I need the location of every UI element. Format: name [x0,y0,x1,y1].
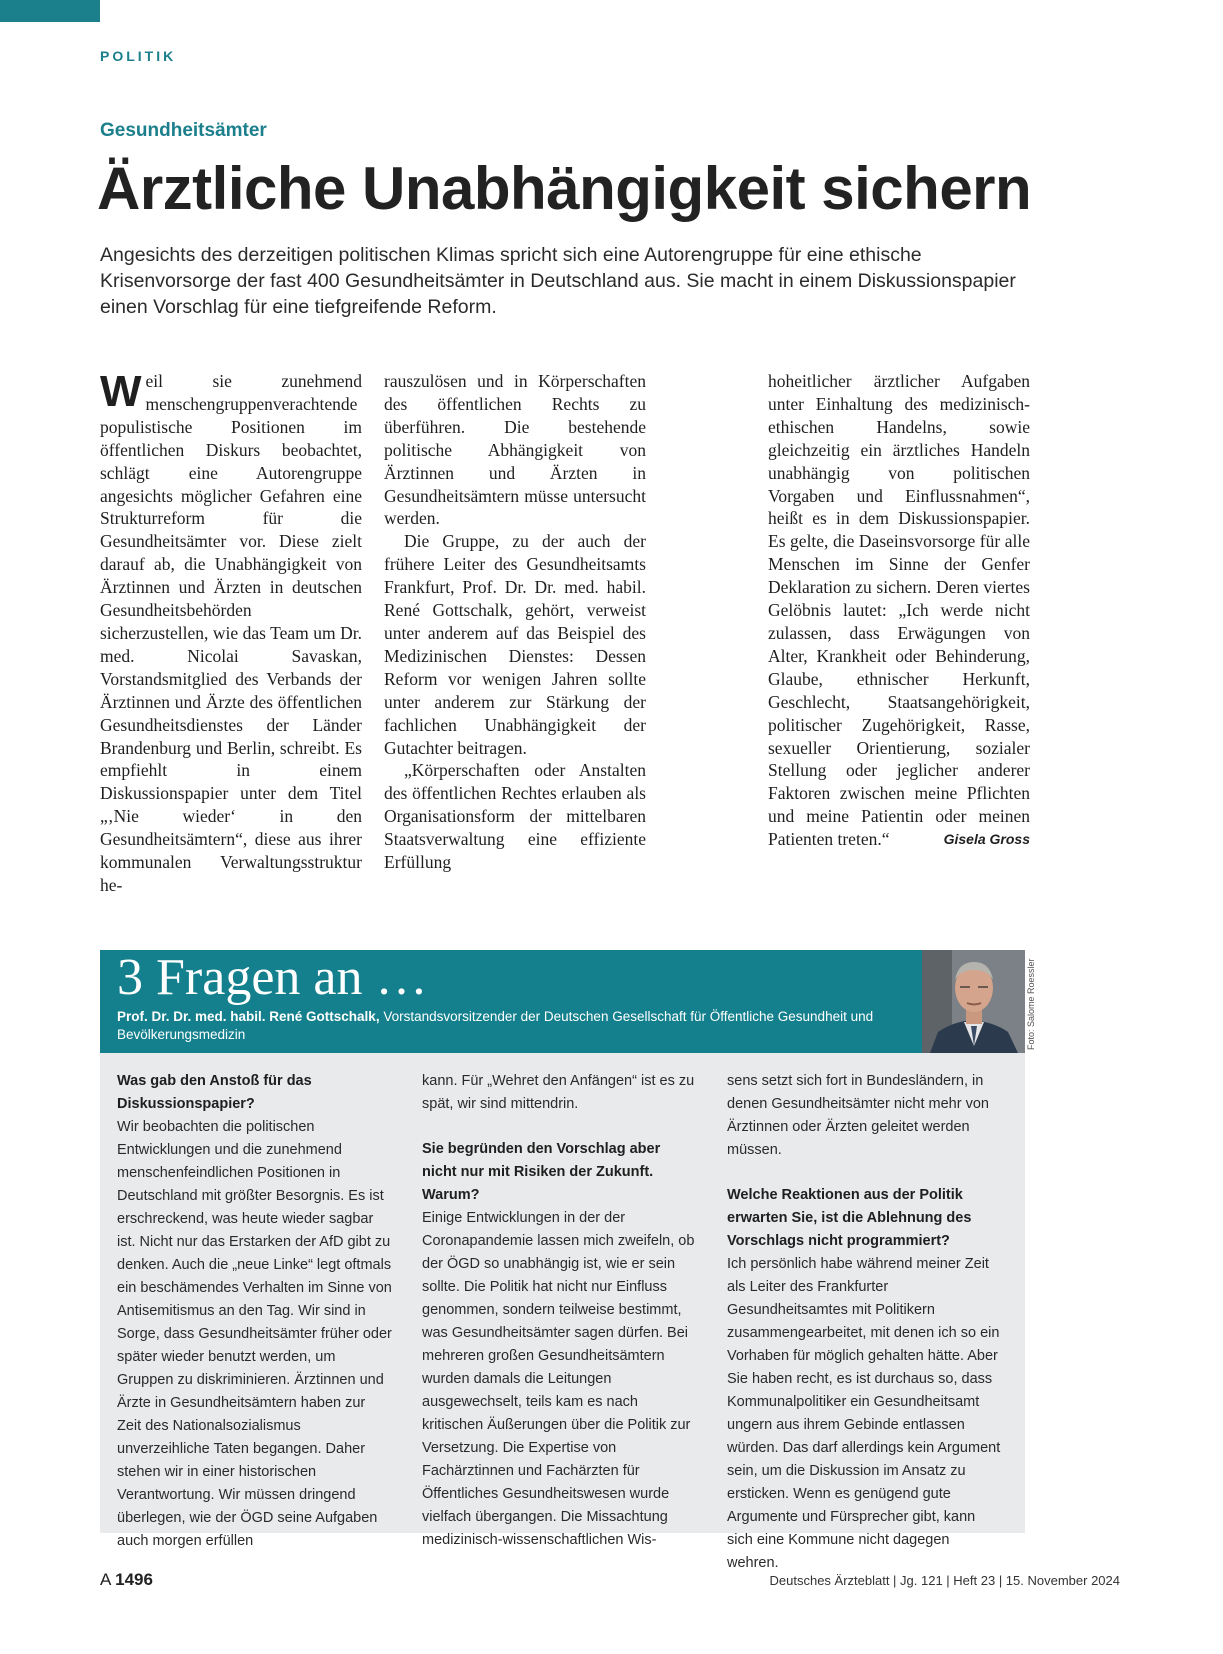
drop-cap: W [100,367,142,416]
interview-header [100,950,922,1053]
interview-answer: kann. Für „Wehret den Anfängen“ ist es zu spät, wir sind mittendrin. [422,1073,695,1112]
interview-question: Was gab den Anstoß für das Diskussionspapier? [117,1073,312,1112]
section-color-bar [0,0,100,22]
article-paragraph: „Körperschaften oder Anstalten des öffentlichen Rechtes erlauben als Organisationsform der mittelbaren Staatsverwaltung eine effiziente Erfüllung [384,760,646,873]
article-kicker: Gesundheitsämter [100,120,267,141]
article-column-3 [768,370,1030,851]
article-paragraph: Weil sie zunehmend menschengruppenverachtende populistische Positionen im öffentlichen Diskurs beobachtet, schlägt eine Autorengruppe angesichts möglicher Gefahren eine Strukturreform für die Gesundheitsämter vor. Diese zielt darauf ab, die Unabhängigkeit von Ärztinnen und Ärzten in deutschen Gesundheitsbehörden sicherzustellen, wie das Team um Dr. med. Nicolai Savaskan, Vorstandsmitglied des Verbands der Ärztinnen und Ärzte des öffentlichen Gesundheitsdienstes der Länder Brandenburg und Berlin, schreibt. Es empfiehlt in einem Diskussionspapier unter dem Titel „‚Nie wieder‘ in den Gesundheitsämtern“, diese aus ihrer kommunalen Verwaltungsstruktur he- [100,367,362,895]
interview-column-1 [117,1070,392,1553]
interviewee-info [117,1008,907,1044]
interviewee-role: Vorstandsvorsitzender der Deutschen Gesellschaft für Öffentliche Gesundheit und Bevölkerungsmedizin [117,1009,874,1042]
page-number: A 1496 [100,1570,153,1589]
article-paragraph: rauszulösen und in Körperschaften des öffentlichen Rechts zu überführen. Die bestehende politische Abhängigkeit von Ärztinnen und Ärzten in Gesundheitsämtern müsse untersucht werden. [384,371,646,529]
article-author: Gisela Gross [943,831,1030,848]
interviewee-portrait [922,950,1025,1053]
interview-answer: sens setzt sich fort in Bundesländern, in denen Gesundheitsämter nicht mehr von Ärztinnen oder Ärzten geleitet werden müssen. [727,1073,989,1158]
article-paragraph: hoheitlicher ärztlicher Aufgaben unter Einhaltung des medizinisch-ethischen Handelns, sowie gleichzeitig ein ärztliches Handeln unabhängig von politischen Vorgaben und Einflussnahmen“, heißt es in dem Diskussionspapier. Es gelte, die Daseinsvorsorge für alle Menschen im Sinne der Genfer Deklaration zu sichern. Deren viertes Gelöbnis lautet: „Ich werde nicht zulassen, dass Erwägungen von Alter, Krankheit oder Behinderung, Glaube, ethnischer Herkunft, Geschlecht, Staatsangehörigkeit, politischer Zugehörigkeit, Rasse, sexueller Orientierung, sozialer Stellung oder jeglicher anderer Faktoren zwischen meine Pflichten und meine Patientin oder meinen Patienten treten.“ Gisela Gross [768,371,1030,850]
article-lead: Angesichts des derzeitigen politischen Klimas spricht sich eine Autorengruppe für eine ethische Krisenvorsorge der fast 400 Gesundheitsämter in Deutschland aus. Sie macht in einem Diskussionspapier einen Vorschlag für eine tiefgreifende Reform. [100,244,1016,318]
article-title: Ärztliche Unabhängigkeit sichern [97,155,1032,222]
publication-info: Deutsches Ärzteblatt | Jg. 121 | Heft 23 | 15. November 2024 [769,1573,1120,1588]
interview-box [100,949,1025,1571]
interview-answer: Wir beobachten die politischen Entwicklungen und die zunehmend menschenfeindlichen Positionen in Deutschland mit größter Besorgnis. Es ist erschreckend, was heute wieder sagbar ist. Nicht nur das Erstarken der AfD gibt zu denken. Auch die „neue Linke“ legt oftmals ein beschämendes Verhalten im Sinne von Antisemitismus an den Tag. Wir sind in Sorge, dass Gesundheitsämter früher oder später wieder benutzt werden, um Gruppen zu diskriminieren. Ärztinnen und Ärzte in Gesundheitsämtern haben zur Zeit des Nationalsozialismus unverzeihliche Taten begangen. Daher stehen wir in einer historischen Verantwortung. Wir müssen dringend überlegen, wie der ÖGD seine Aufgaben auch morgen erfüllen [117,1119,392,1549]
article-paragraph: Die Gruppe, zu der auch der frühere Leiter des Gesundheitsamts Frankfurt, Prof. Dr. Dr. med. habil. René Gottschalk, gehört, verweist unter anderem auf das Beispiel des Medizinischen Dienstes: Dessen Reform vor wenigen Jahren sollte unter anderem zur Stärkung der fachlichen Unabhängigkeit der Gutachter beitragen. [384,531,646,758]
interview-question: Welche Reaktionen aus der Politik erwarten Sie, ist die Ablehnung des Vorschlags nicht programmiert? [727,1187,972,1249]
interviewee-name: Prof. Dr. Dr. med. habil. René Gottschalk, [117,1009,380,1024]
interview-answer: Ich persönlich habe während meiner Zeit als Leiter des Frankfurter Gesundheitsamtes mit Politikern zusammengearbeitet, mit denen ich so ein Vorhaben für möglich gehalten hätte. Aber Sie haben recht, es ist durchaus so, dass Kommunalpolitiker ein Gesundheitsamt ungern aus ihrem Gebinde entlassen würden. Das darf allerdings kein Argument sein, um die Diskussion im Ansatz zu ersticken. Wenn es genügend gute Argumente und Fürsprecher gibt, kann sich eine Kommune nicht dagegen wehren. [727,1256,1001,1571]
interview-title: 3 Fragen an … [117,949,428,1006]
article-column-2 [384,370,646,874]
section-label: POLITIK [100,48,177,64]
interview-question: Sie begründen den Vorschlag aber nicht nur mit Risiken der Zukunft. Warum? [422,1141,661,1203]
portrait-image [922,950,1025,1053]
interview-column-2 [422,1070,697,1552]
article-column-1 [100,367,362,897]
interview-answer: Einige Entwicklungen in der der Coronapandemie lassen mich zweifeln, ob der ÖGD so unabhängig ist, wie er sein sollte. Die Politik hat nicht nur Einfluss genommen, sondern teilweise bestimmt, was Gesundheitsämter sagen dürfen. Bei mehreren großen Gesundheitsämtern wurden damals die Leitungen ausgewechselt, teils kam es nach kritischen Äußerungen über die Politik zur Versetzung. Die Expertise von Fachärztinnen und Fachärzten für Öffentliches Gesundheitswesen wurde vielfach übergangen. Die Missachtung medizinisch-wissenschaftlichen Wis- [422,1210,695,1548]
photo-credit: Foto: Salome Roessler [1026,958,1036,1050]
interview-column-3 [727,1070,1002,1575]
